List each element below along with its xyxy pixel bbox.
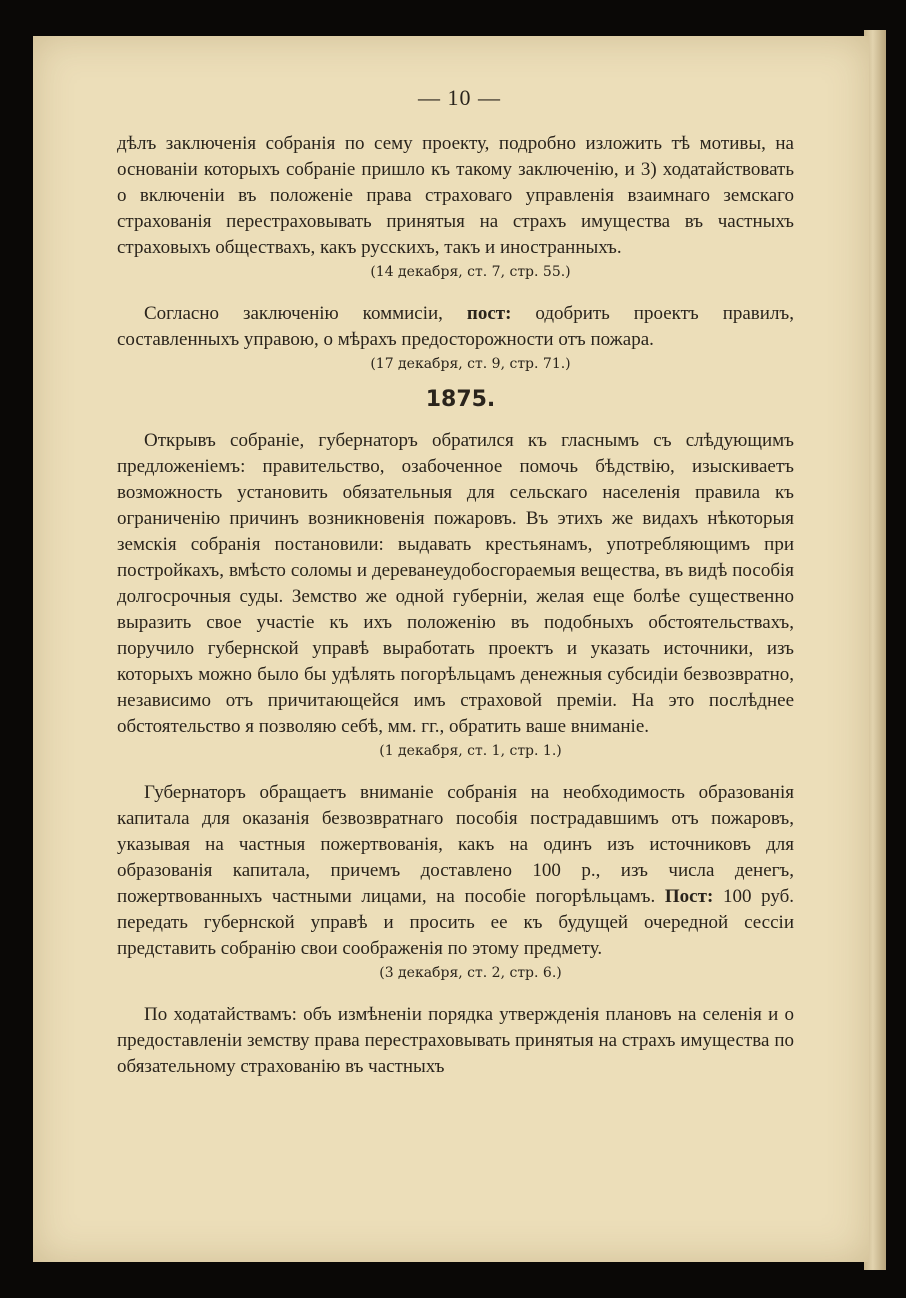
year-heading: 1875.	[425, 387, 496, 412]
resolution-marker: Пост:	[664, 886, 714, 907]
page-text	[117, 85, 794, 1080]
paragraph-4	[117, 780, 794, 962]
citation-3: (1 декабря, ст. 1, стр. 1.)	[379, 743, 562, 759]
paragraph-2	[117, 301, 794, 353]
citation-4: (3 декабря, ст. 2, стр. 6.)	[379, 965, 562, 981]
citation-2: (17 декабря, ст. 9, стр. 71.)	[370, 356, 571, 372]
citation-1: (14 декабря, ст. 7, стр. 55.)	[370, 264, 571, 280]
paragraph-4-rest: 100 руб. передать губернской управѣ и просить ее къ будущей очередной сессіи представить собранію свои соображенія по этому предмету.	[117, 886, 795, 959]
paragraph-1: дѣлъ заключенія собранія по сему проекту, подробно изложить тѣ мотивы, на основаніи которыхъ собраніе пришло къ такому заключенію, и 3) ходатайствовать о включеніи въ положеніе права страховаго управленія взаимнаго земскаго страхованія перестраховывать принятыя на страхъ имущества въ частныхъ страховыхъ обществахъ, какъ русскихъ, такъ и иностранныхъ.	[117, 133, 794, 258]
paragraph-3: Открывъ собраніе, губернаторъ обратился къ гласнымъ съ слѣдующимъ предложеніемъ: правительство, озабоченное помочь бѣдствію, изыскиваетъ возможность установить обязательныя для сельскаго населенія правила къ ограниченію причинъ возникновенія пожаровъ. Въ этихъ же видахъ нѣкоторыя земскія собранія постановили: выдавать крестьянамъ, употребляющимъ при постройкахъ, вмѣсто соломы и дереванеудобосгораемыя вещества, въ видѣ пособія долгосрочныя суды. Земство же одной губерніи, желая еще болѣе существенно выразить свое участіе къ ихъ положенію въ подобныхъ обстоятельствахъ, поручило губернской управѣ выработать проектъ и указать источники, изъ которыхъ можно было бы удѣлять погорѣльцамъ денежныя субсидіи безвозвратно, независимо отъ причитающейся имъ страховой преміи. На это послѣднее обстоятельство я позволяю себѣ, мм. гг., обратить ваше вниманіе.	[117, 430, 794, 737]
page-number: — 10 —	[418, 85, 501, 110]
paragraph-4-lead: Губернаторъ обращаетъ вниманіе собранія на необходимость образованія капитала для оказанія безвозвратнаго пособія пострадавшимъ отъ пожаровъ, указывая на частныя пожертвованія, какъ на одинъ изъ источниковъ для образованія капитала, причемъ доставлено 100 р., изъ числа денегъ, пожертвованныхъ частными лицами, на пособіе погорѣльцамъ.	[117, 782, 794, 907]
paragraph-2-rest: одобрить проектъ правилъ, составленныхъ управою, о мѣрахъ предосторожности отъ пожара.	[117, 303, 794, 350]
paragraph-5: По ходатайствамъ: объ измѣненіи порядка утвержденія плановъ на селенія и о предоставленіи земству права перестраховывать принятыя на страхъ имущества по обязательному страхованію въ частныхъ	[117, 1004, 794, 1077]
paragraph-2-lead: Согласно заключенію коммисіи,	[144, 303, 443, 324]
resolution-marker: пост:	[466, 303, 512, 324]
